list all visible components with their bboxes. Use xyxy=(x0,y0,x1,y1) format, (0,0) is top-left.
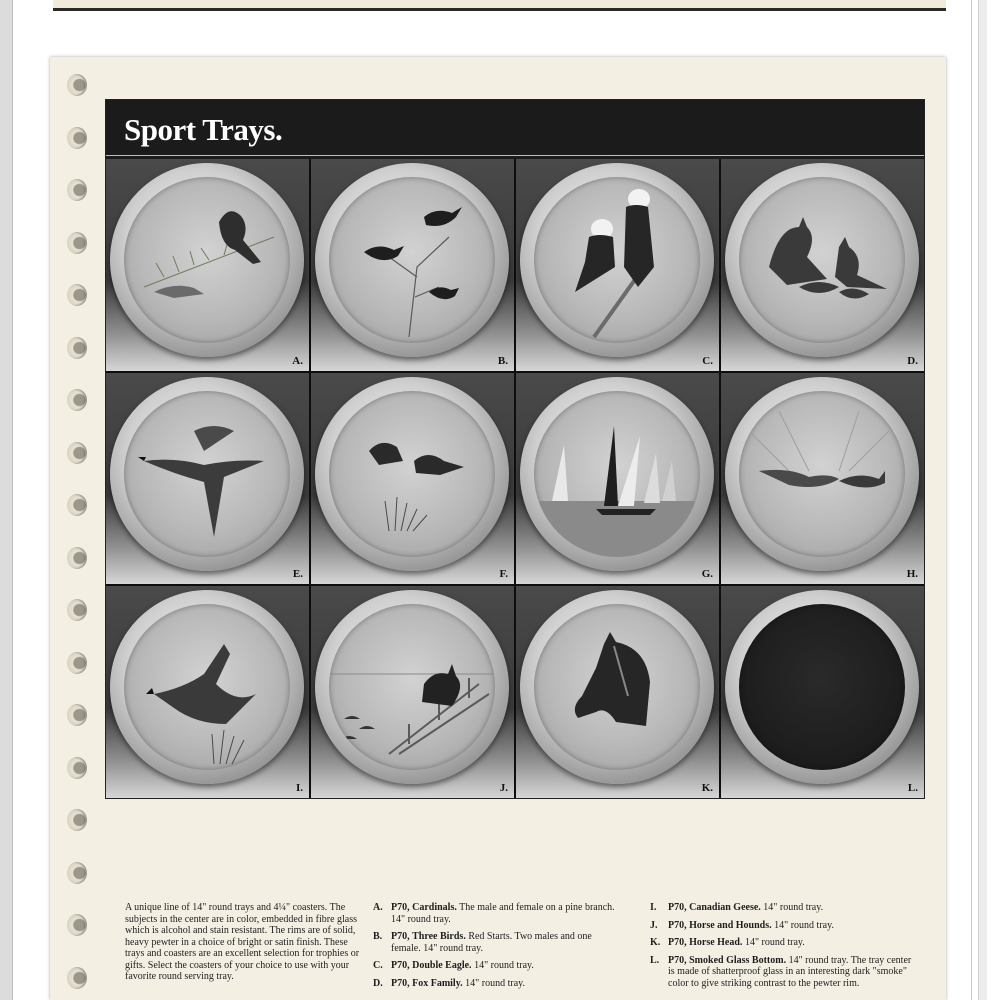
three-birds-icon xyxy=(329,177,495,343)
tray-letter: E. xyxy=(292,568,303,581)
binding-hole xyxy=(67,389,87,411)
viewer-scrollbar[interactable] xyxy=(971,0,1000,1000)
tray-cell-b xyxy=(311,159,514,371)
tray-cell-h xyxy=(721,373,924,585)
binding-hole xyxy=(67,337,87,359)
binding-hole xyxy=(67,442,87,464)
tray-letter: B. xyxy=(497,354,508,367)
ducks-icon xyxy=(329,391,495,557)
binding-hole xyxy=(67,757,87,779)
binding-hole xyxy=(67,494,87,516)
list-item: I. P70, Canadian Geese. 14" round tray. xyxy=(650,902,824,913)
tray-letter: A. xyxy=(292,354,303,367)
binding-hole xyxy=(67,704,87,726)
tray-grid xyxy=(106,159,924,798)
binding-hole xyxy=(67,179,87,201)
list-item: K. P70, Horse Head. 14" round tray. xyxy=(650,937,805,948)
item-list-left xyxy=(373,902,623,995)
spiral-binding xyxy=(67,74,89,1000)
tray-cell-i xyxy=(106,586,309,798)
tray-letter: L. xyxy=(907,782,918,794)
horse-and-hounds-icon xyxy=(329,604,495,770)
tray-cell-a xyxy=(106,159,309,371)
catalog-page xyxy=(50,57,946,1000)
tray-cell-d xyxy=(721,159,924,371)
binding-hole xyxy=(67,967,87,989)
tray-letter: I. xyxy=(295,782,303,794)
list-item: D. P70, Fox Family. 14" round tray. xyxy=(373,977,525,989)
binding-hole xyxy=(67,914,87,936)
tray-cell-l xyxy=(721,586,924,798)
intro-text xyxy=(125,902,365,983)
binding-hole xyxy=(67,127,87,149)
double-eagle-icon xyxy=(534,177,700,343)
tray-letter: C. xyxy=(702,354,713,367)
binding-hole xyxy=(67,547,87,569)
tray-letter: F. xyxy=(499,568,508,581)
list-item: L. P70, Smoked Glass Bottom. 14" round tray. The tray center is made of shatterproof glass in an interesting dark "smoke" color to give striking contrast to the pewter rim. xyxy=(650,954,912,989)
binding-hole xyxy=(67,809,87,831)
tray-letter: H. xyxy=(906,568,918,581)
sailboats-icon xyxy=(534,391,700,557)
tray-cell-j xyxy=(311,586,514,798)
list-item: A. P70, Cardinals. The male and female on a pine branch. 14" round tray. xyxy=(373,902,615,925)
tray-cell-e xyxy=(106,373,309,585)
tray-cell-c xyxy=(516,159,719,371)
page-title: Sport Trays. xyxy=(124,112,283,147)
title-rule xyxy=(106,155,924,156)
fox-family-icon xyxy=(739,177,905,343)
previous-page-edge xyxy=(53,0,946,11)
binding-hole xyxy=(67,862,87,884)
tray-letter: K. xyxy=(701,782,713,794)
binding-hole xyxy=(67,599,87,621)
flying-goose-icon xyxy=(124,391,290,557)
tray-cell-g xyxy=(516,373,719,585)
tray-cell-f xyxy=(311,373,514,585)
canadian-geese-icon xyxy=(124,604,290,770)
item-list-right xyxy=(650,902,920,995)
tray-letter: D. xyxy=(907,354,918,367)
binding-hole xyxy=(67,652,87,674)
pheasants-icon xyxy=(739,391,905,557)
horse-head-icon xyxy=(534,604,700,770)
list-item: J. P70, Horse and Hounds. 14" round tray. xyxy=(650,919,834,931)
binding-hole xyxy=(67,74,87,96)
binding-hole xyxy=(67,284,87,306)
tray-letter: J. xyxy=(499,782,508,794)
tray-cell-k xyxy=(516,586,719,798)
smoked-glass-icon xyxy=(739,604,905,770)
binding-hole xyxy=(67,232,87,254)
list-item: B. P70, Three Birds. Red Starts. Two males and one female. 14" round tray. xyxy=(373,931,592,954)
cardinals-icon xyxy=(124,177,290,343)
title-bar xyxy=(106,100,924,155)
intro-paragraph: A unique line of 14" round trays and 4¼" coasters. The subjects in the center are in color, embedded in fibre glass which is alcohol and stain resistant. The rims are of solid, heavy pewter in a choice of bright or satin finish. These trays and coasters are an excellent selection for trophies or gifts. Select the coasters of your choice to use with your favorite round serving tray. xyxy=(125,902,360,982)
viewer-left-edge xyxy=(0,0,13,1000)
list-item: C. P70, Double Eagle. 14" round tray. xyxy=(373,960,534,971)
tray-letter: G. xyxy=(701,568,713,581)
tray-photo-panel xyxy=(105,99,925,799)
